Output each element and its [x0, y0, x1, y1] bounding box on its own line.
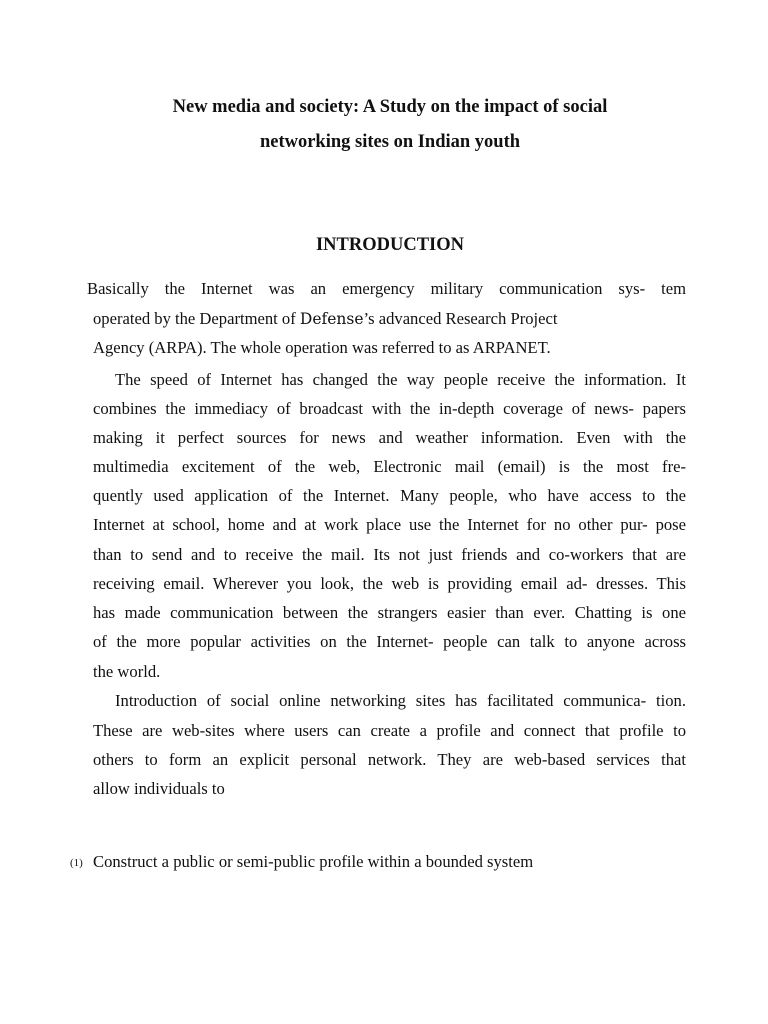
paragraph-2-line-10: of the more popular activities on the Internet- people can talk to anyone across	[93, 632, 686, 651]
paragraph-2-line-8: receiving email. Wherever you look, the web is providing email ad- dresses. This	[93, 574, 686, 593]
document-title-line-2: networking sites on Indian youth	[259, 132, 521, 152]
paragraph-1-line-1: Basically the Internet was an emergency military communication sys- tem	[87, 279, 686, 298]
paragraph-2-line-2: combines the immediacy of broadcast with the in-depth coverage of news- papers	[93, 399, 686, 418]
paragraph-2-line-6: Internet at school, home and at work place use the Internet for no other pur- pose	[93, 515, 686, 534]
paragraph-1-line-2-after: ’s advanced Research Project	[363, 309, 558, 328]
paragraph-3-line-2: These are web-sites where users can create a profile and connect that profile to	[93, 721, 686, 740]
section-heading: INTRODUCTION	[315, 235, 465, 255]
paragraph-2-line-5: quently used application of the Internet. Many people, who have access to the	[93, 486, 686, 505]
paragraph-3-line-4: allow individuals to	[93, 779, 225, 798]
paragraph-1-line-2	[93, 309, 558, 329]
paragraph-1-line-2-before: operated by the Department of	[93, 309, 300, 328]
paragraph-2-line-1: The speed of Internet has changed the way people receive the information. It	[115, 370, 686, 389]
paragraph-2-line-3: making it perfect sources for news and weather information. Even with the	[93, 428, 686, 447]
paragraph-3-line-3: others to form an explicit personal network. They are web-based services that	[93, 750, 686, 769]
list-item-1-marker: (1)	[70, 857, 83, 869]
paragraph-2-line-4: multimedia excitement of the web, Electronic mail (email) is the most fre-	[93, 457, 686, 476]
document-title-line-1: New media and society: A Study on the impact of social	[172, 97, 608, 117]
paragraph-2-line-7: than to send and to receive the mail. Its not just friends and co-workers that are	[93, 545, 686, 564]
paragraph-3-line-1: Introduction of social online networking sites has facilitated communica- tion.	[115, 691, 686, 710]
list-item-1-text: Construct a public or semi-public profile within a bounded system	[93, 852, 534, 871]
paragraph-2-line-11: the world.	[93, 662, 161, 681]
paragraph-1-line-3: Agency (ARPA). The whole operation was referred to as ARPANET.	[93, 338, 551, 357]
defense-word: Defense	[299, 310, 364, 328]
paragraph-2-line-9: has made communication between the strangers easier than ever. Chatting is one	[93, 603, 686, 622]
